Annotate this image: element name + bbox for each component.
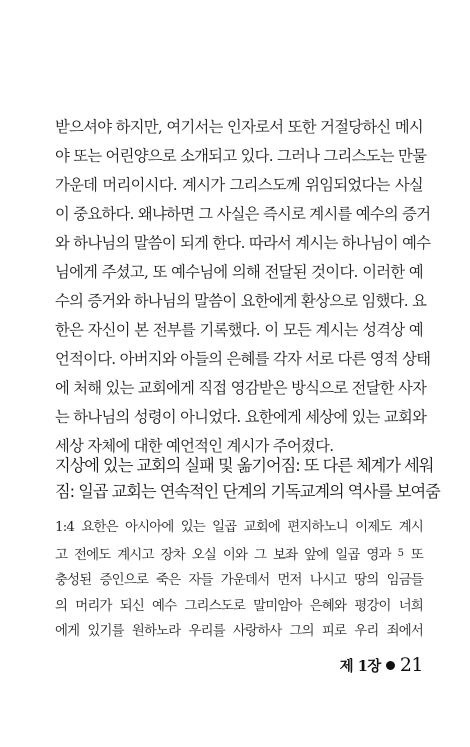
verse-line: 충성된 증인으로 죽은 자들 가운데서 먼저 나시고 땅의 임금들 bbox=[55, 573, 423, 588]
scripture-quote bbox=[55, 515, 423, 645]
page-number: 21 bbox=[399, 654, 423, 676]
body-line: 님에게 주셨고, 또 예수님에 의해 전달된 것이다. 이러한 예 bbox=[55, 263, 423, 281]
body-paragraph bbox=[55, 113, 431, 461]
verse-line: 에게 있기를 원하노라 우리를 사랑하사 그의 피로 우리 죄에서 bbox=[55, 624, 423, 639]
page-footer bbox=[340, 654, 423, 676]
heading-line: 짐: 일곱 교회는 연속적인 단계의 기독교계의 역사를 보여줌 bbox=[55, 482, 440, 501]
body-line: 야 또는 어린양으로 소개되고 있다. 그러나 그리스도는 만물 bbox=[55, 147, 427, 165]
verse-line bbox=[55, 541, 423, 569]
verse-text: 또 bbox=[410, 547, 423, 563]
body-line: 수의 증거와 하나님의 말씀이 요한에게 환상으로 임했다. 요 bbox=[55, 292, 427, 310]
heading-line: 지상에 있는 교회의 실패 및 옮기어짐: 또 다른 체계가 세워 bbox=[55, 456, 434, 475]
verse-line: 의 머리가 되신 예수 그리스도로 말미암아 은혜와 평강이 너희 bbox=[55, 598, 423, 614]
body-line: 는 하나님의 성령이 아니었다. 요한에게 세상에 있는 교회와 bbox=[55, 408, 427, 426]
body-line: 에 처해 있는 교회에게 직접 영감받은 방식으로 전달한 사자 bbox=[55, 379, 427, 397]
verse-text: 고 전에도 계시고 장차 오실 이와 그 보좌 앞에 일곱 영과 bbox=[55, 547, 391, 563]
body-line: 이 중요하다. 왜냐하면 그 사실은 즉시로 계시를 예수의 증거 bbox=[55, 205, 431, 223]
body-line: 와 하나님의 말씀이 되게 한다. 따라서 계시는 하나님이 예수 bbox=[55, 234, 431, 252]
bullet-dot-icon bbox=[386, 661, 395, 670]
body-line: 가운데 머리이시다. 계시가 그리스도께 위임되었다는 사실 bbox=[55, 176, 423, 194]
chapter-label: 제 1장 bbox=[339, 657, 381, 675]
verse-text: 요한은 아시아에 있는 일곱 교회에 편지하노니 이제도 계시 bbox=[81, 520, 423, 535]
verse-number: 5 bbox=[397, 547, 404, 559]
body-line: 한은 자신이 본 전부를 기록했다. 이 모든 계시는 성격상 예 bbox=[55, 321, 423, 339]
body-line: 받으셔야 하지만, 여기서는 인자로서 또한 거절당하신 메시 bbox=[55, 118, 423, 136]
body-line: 언적이다. 아버지와 아들의 은혜를 각자 서로 다른 영적 상태 bbox=[55, 350, 431, 368]
verse-line bbox=[55, 515, 423, 541]
body-line: 세상 자체에 대한 예언적인 계시가 주어졌다. bbox=[55, 437, 334, 455]
verse-reference: 1:4 bbox=[55, 520, 75, 535]
section-heading bbox=[55, 453, 440, 505]
